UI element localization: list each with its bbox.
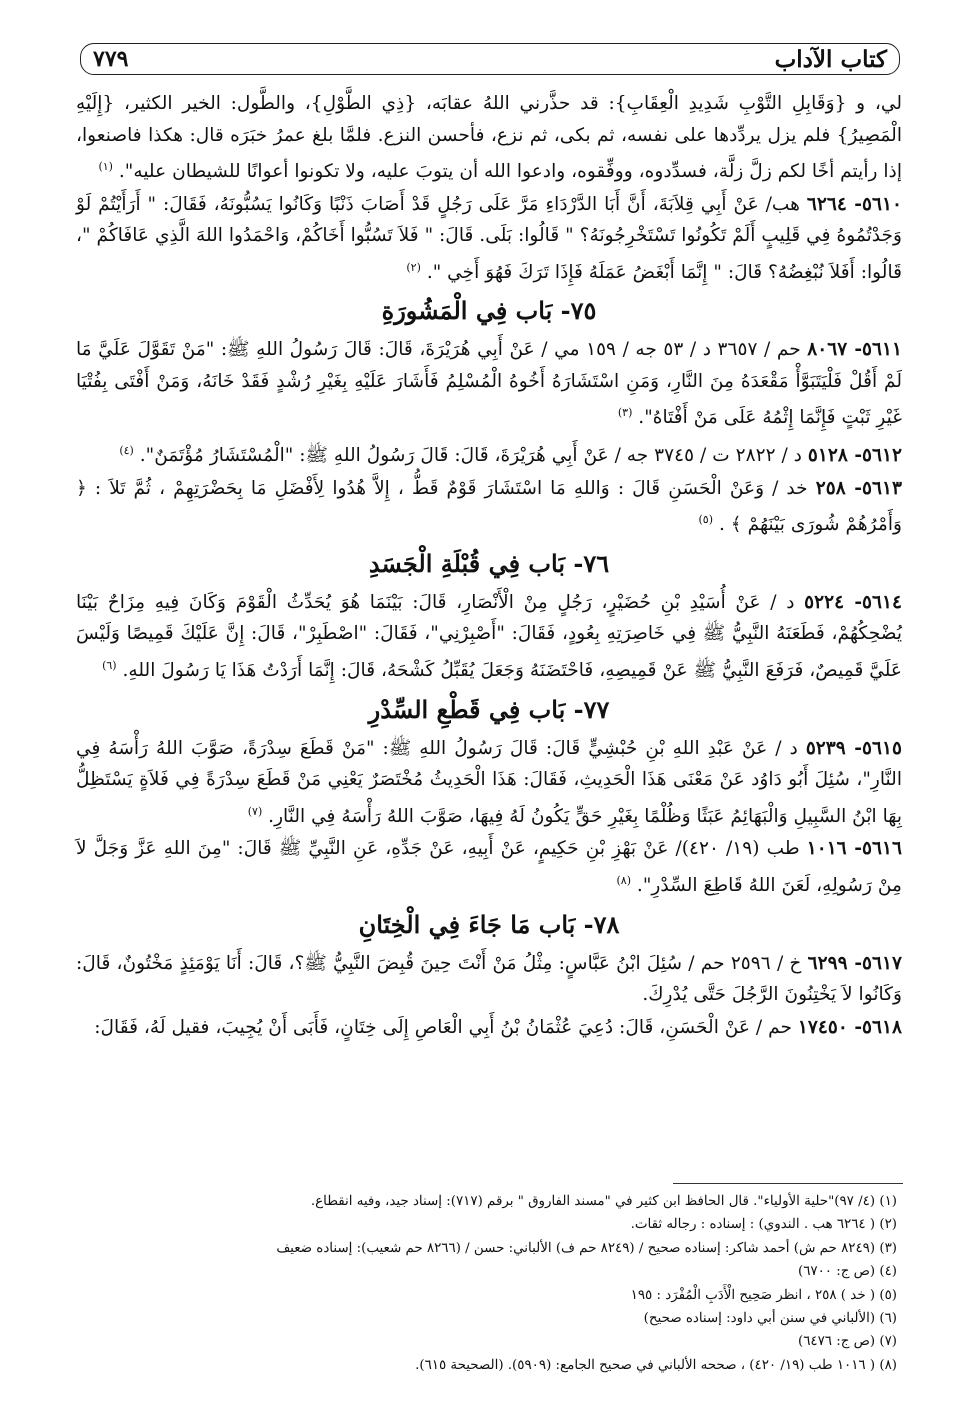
footnote-ref: (٣): [617, 406, 633, 420]
hadith-paragraph: [76, 435, 902, 472]
hadith-paragraph: [76, 1012, 902, 1044]
footnote: (٢) ( ٦٢٦٤ هب . الندوي) : إسناده : رجاله ثقات.: [630, 1217, 897, 1233]
page-header: [80, 43, 900, 75]
hadith-paragraph: [76, 88, 902, 188]
paragraph-text: د / ٢٨٢٢ ت / ٣٧٤٥ جه / عَنْ أَبِي هُرَيْرَةَ، قَالَ: قَالَ رَسُولُ اللهِ ﷺ: "الْمُسْتَشَارُ مُؤْتَمَنٌ".: [139, 445, 802, 467]
footnotes: [180, 1190, 897, 1377]
footnote: (٧) (ص ج: ٦٤٧٦): [797, 1334, 897, 1350]
footnote-ref: (٢): [406, 260, 421, 274]
footnote-ref: (٧): [247, 804, 263, 818]
hadith-number: ٥٦١٦- ١٠١٦: [806, 838, 902, 860]
footnote-divider: [673, 1183, 903, 1184]
footnote: (٦) (الألباني في سنن أبي داود: إسناده صحيح): [643, 1311, 897, 1327]
page-number: ٧٧٩: [93, 46, 129, 72]
footnote: (١) (٤/ ٩٧)"حلية الأولياء". قال الحافظ ابن كثير في "مسند الفاروق " برقم (٧١٧): إسناد جيد، وفيه انقطاع.: [310, 1194, 897, 1209]
hadith-number: ٥٦١٣- ٢٥٨: [815, 477, 902, 499]
paragraph-text: حم / عَنْ الْحَسَنِ، قَالَ: دُعِيَ عُثْمَانُ بْنُ أَبِي الْعَاصِ إِلَى خِتَانٍ، فَأَبَى أَنْ يُجِيبَ، فقيل لَهُ، فَقَالَ:: [94, 1016, 792, 1038]
paragraph-text: خ / ٢٥٩٦ حم / سُئِلَ ابْنُ عَبَّاسٍ: مِثْلُ مَنْ أَنْتَ حِينَ قُبِضَ النَّبِيُّ ﷺ؟، قَالَ: أَنَا يَوْمَئِذٍ مَخْتُونٌ، قَالَ: وَكَانُوا لاَ يَخْتِنُونَ الرَّجُلَ حَتَّى يُدْرِكَ.: [76, 952, 902, 1005]
chapter-heading: ٧٦- بَاب فِي قُبْلَةِ الْجَسَدِ: [368, 548, 610, 578]
hadith-paragraph: [76, 833, 902, 901]
chapter-heading: ٧٧- بَاب فِي قَطْعِ السِّدْرِ: [368, 694, 610, 724]
footnote: (٨) ( ١٠١٦ طب (١٩/ ٤٢٠) ، صححه الألباني في صحيح الجامع: (٥٩٠٩). (الصحيحة ٦١٥).: [415, 1357, 897, 1373]
hadith-paragraph: [76, 334, 902, 434]
footnote-ref: (٨): [616, 873, 631, 887]
paragraph-text: طب (١٩/ ٤٢٠)/ عَنْ بَهْزِ بْنِ حَكِيمٍ، عَنْ أَبِيهِ، عَنْ جَدِّهِ، عَنِ النَّبِيِّ ﷺ قَالَ: "مِنَ اللهِ عَزَّ وَجَلَّ لاَ مِنْ رَسُولِهِ، لَعَنَ اللهُ قَاطِعَ السِّدْرِ".: [76, 838, 902, 896]
footnote-ref: (١): [98, 160, 113, 173]
chapter-heading: ٧٨- بَاب مَا جَاءَ فِي الْخِتَانِ: [358, 909, 620, 939]
footnote-ref: (٦): [102, 658, 117, 672]
hadith-number: ٥٦١٨- ١٧٤٥٠: [797, 1016, 902, 1038]
hadith-paragraph: [76, 733, 902, 833]
hadith-paragraph: [76, 587, 902, 687]
paragraph-text: هب/ عَنْ أَبِي قِلاَبَةَ، أَنَّ أَبَا الدَّرْدَاءِ مَرَّ عَلَى رَجُلٍ قَدْ أَصَابَ ذَنْبًا وَكَانُوا يَسُبُّونَهُ، فَقَالَ: " أَرَأَيْتُمْ لَوْ وَجَدْتُمُوهُ فِي قَلِيبٍ أَلَمْ تَكُونُوا تَسْتَخْرِجُونَهُ؟ " قَالُوا: بَلَى. قَالَ: " فَلاَ تَسُبُّوا أَخَاكُمْ، وَاحْمَدُوا اللهَ الَّذِي عَافَاكُمْ "، قَالُوا: أَفَلاَ نُبْغِضُهُ؟ قَالَ: " إِنَّمَا أَبْغَضُ عَمَلَهُ فَإِذَا تَرَكَ فَهُوَ أَخِي ".: [76, 193, 902, 283]
hadith-paragraph: [76, 473, 902, 541]
page-body: [76, 88, 902, 1044]
footnote-ref: (٥): [698, 513, 714, 527]
hadith-number: ٥٦١٠- ٦٢٦٤: [806, 193, 902, 215]
paragraph-text: د / عَنْ أُسَيْدِ بْنِ حُضَيْرٍ، رَجُلٍ مِنْ الْأَنْصَارِ، قَالَ: بَيْنَمَا هُوَ يُحَدِّثُ الْقَوْمَ وَكَانَ فِيهِ مِزَاحٌ بَيْنَا يُضْحِكُهُمْ، فَطَعَنَهُ النَّبِيُّ ﷺ فِي خَاصِرَتِهِ بِعُودٍ، فَقَالَ: "أَصْبِرْنِي"، فَقَالَ: "اصْطَبِرْ"، قَالَ: إِنَّ عَلَيْكَ قَمِيصًا وَلَيْسَ عَلَيَّ قَمِيصٌ، فَرَفَعَ النَّبِيُّ ﷺ عَنْ قَمِيصِهِ، فَاحْتَضَنَهُ وَجَعَلَ يُقَبِّلُ كَشْحَهُ، قَالَ: إِنَّمَا أَرَدْتُ هَذَا يَا رَسُولَ اللهِ.: [76, 591, 902, 682]
hadith-number: ٥٦١٤- ٥٢٢٤: [804, 591, 902, 613]
chapter-heading: ٧٥- بَاب فِي الْمَشُورَةِ: [381, 296, 597, 326]
paragraph-text: خد / وَعَنْ الْحَسَنِ قَالَ : وَاللهِ مَا اسْتَشَارَ قَوْمٌ قَطُّ ، إِلاَّ هُدُوا لِأَفْضَلِ مَا بِحَضْرَتِهِمْ ، ثُمَّ تَلاَ : ﴿ وَأَمْرُهُمْ شُورَى بَيْنَهُمْ ﴾ .: [76, 477, 902, 536]
paragraph-text: د / عَنْ عَبْدِ اللهِ بْنِ حُبْشِيٍّ قَالَ: قَالَ رَسُولُ اللهِ ﷺ: "مَنْ قَطَعَ سِدْرَةً، صَوَّبَ اللهُ رَأْسَهُ فِي النَّارِ"، سُئِلَ أَبُو دَاوُد عَنْ مَعْنَى هَذَا الْحَدِيثِ، فَقَالَ: هَذَا الْحَدِيثُ مُخْتَصَرٌ يَعْنِي مَنْ قَطَعَ سِدْرَةً فِي فَلاَةٍ يَسْتَظِلُّ بِهَا ابْنُ السَّبِيلِ وَالْبَهَائِمُ عَبَثًا وَظُلْمًا بِغَيْرِ حَقٍّ يَكُونُ لَهُ فِيهَا، صَوَّبَ اللهُ رَأْسَهُ فِي النَّارِ.: [76, 737, 902, 827]
paragraph-text: حم / ٣٦٥٧ د / ٥٣ جه / ١٥٩ مي / عَنْ أَبِي هُرَيْرَةَ، قَالَ: قَالَ رَسُولُ اللهِ ﷺ: "مَنْ تَقَوَّلَ عَلَيَّ مَا لَمْ أَقُلْ فَلْيَتَبَوَّأْ مَقْعَدَهُ مِنَ النَّارِ، وَمَنِ اسْتَشَارَهُ أَخُوهُ الْمُسْلِمُ فَأَشَارَ عَلَيْهِ بِغَيْرِ رُشْدٍ فَقَدْ خَانَهُ، وَمَنْ أَفْتَى بِفُتْيَا غَيْرِ ثَبْتٍ فَإِنَّمَا إِثْمُهُ عَلَى مَنْ أَفْتَاهُ".: [76, 339, 902, 429]
footnote: (٥) ( خد ) ٢٥٨ ، انظر صَحِيح الْأَدَبِ الْمُفْرَد : ١٩٥: [630, 1287, 897, 1303]
hadith-paragraph: [76, 189, 902, 289]
footnote-ref: (٤): [119, 444, 134, 458]
hadith-number: ٥٦١٢- ٥١٢٨: [807, 445, 902, 467]
hadith-paragraph: [76, 948, 902, 1011]
footnote: (٣) (٨٢٤٩ حم ش) أحمد شاكر: إسناده صحيح / (٨٢٤٩ حم ف) الألباني: حسن / (٨٢٦٦ حم شعيب): إسناده ضعيف: [276, 1240, 897, 1256]
hadith-number: ٥٦١٧- ٦٢٩٩: [807, 952, 902, 974]
hadith-number: ٥٦١١- ٨٠٦٧: [807, 339, 902, 361]
paragraph-text: لي، و {وَقَابِلِ التَّوْبِ شَدِيدِ الْعِقَابِ}: قد حذَّرني اللهُ عقابَه، {ذِي الطَّوْلِ}، والطَّول: الخير الكثير، {إِلَيْهِ الْمَصِيرُ} فلم يزل يردِّدها على نفسه، ثم بكى، ثم نزع، فأحسن النزع. فلمَّا بلغ عمرُ خبَرَه قال: هكذا فاصنعوا، إذا رأيتم أخًا لكم زلَّ زلَّة، فسدِّدوه، ووفِّقوه، وادعوا الله أن يتوبَ عليه، ولا تكونوا أعوانًا للشيطان عليه".: [76, 93, 902, 183]
hadith-number: ٥٦١٥- ٥٢٣٩: [805, 737, 902, 759]
book-title: كتاب الآداب: [774, 45, 887, 73]
footnote: (٤) (ص ج: ٦٧٠٠): [797, 1264, 897, 1280]
